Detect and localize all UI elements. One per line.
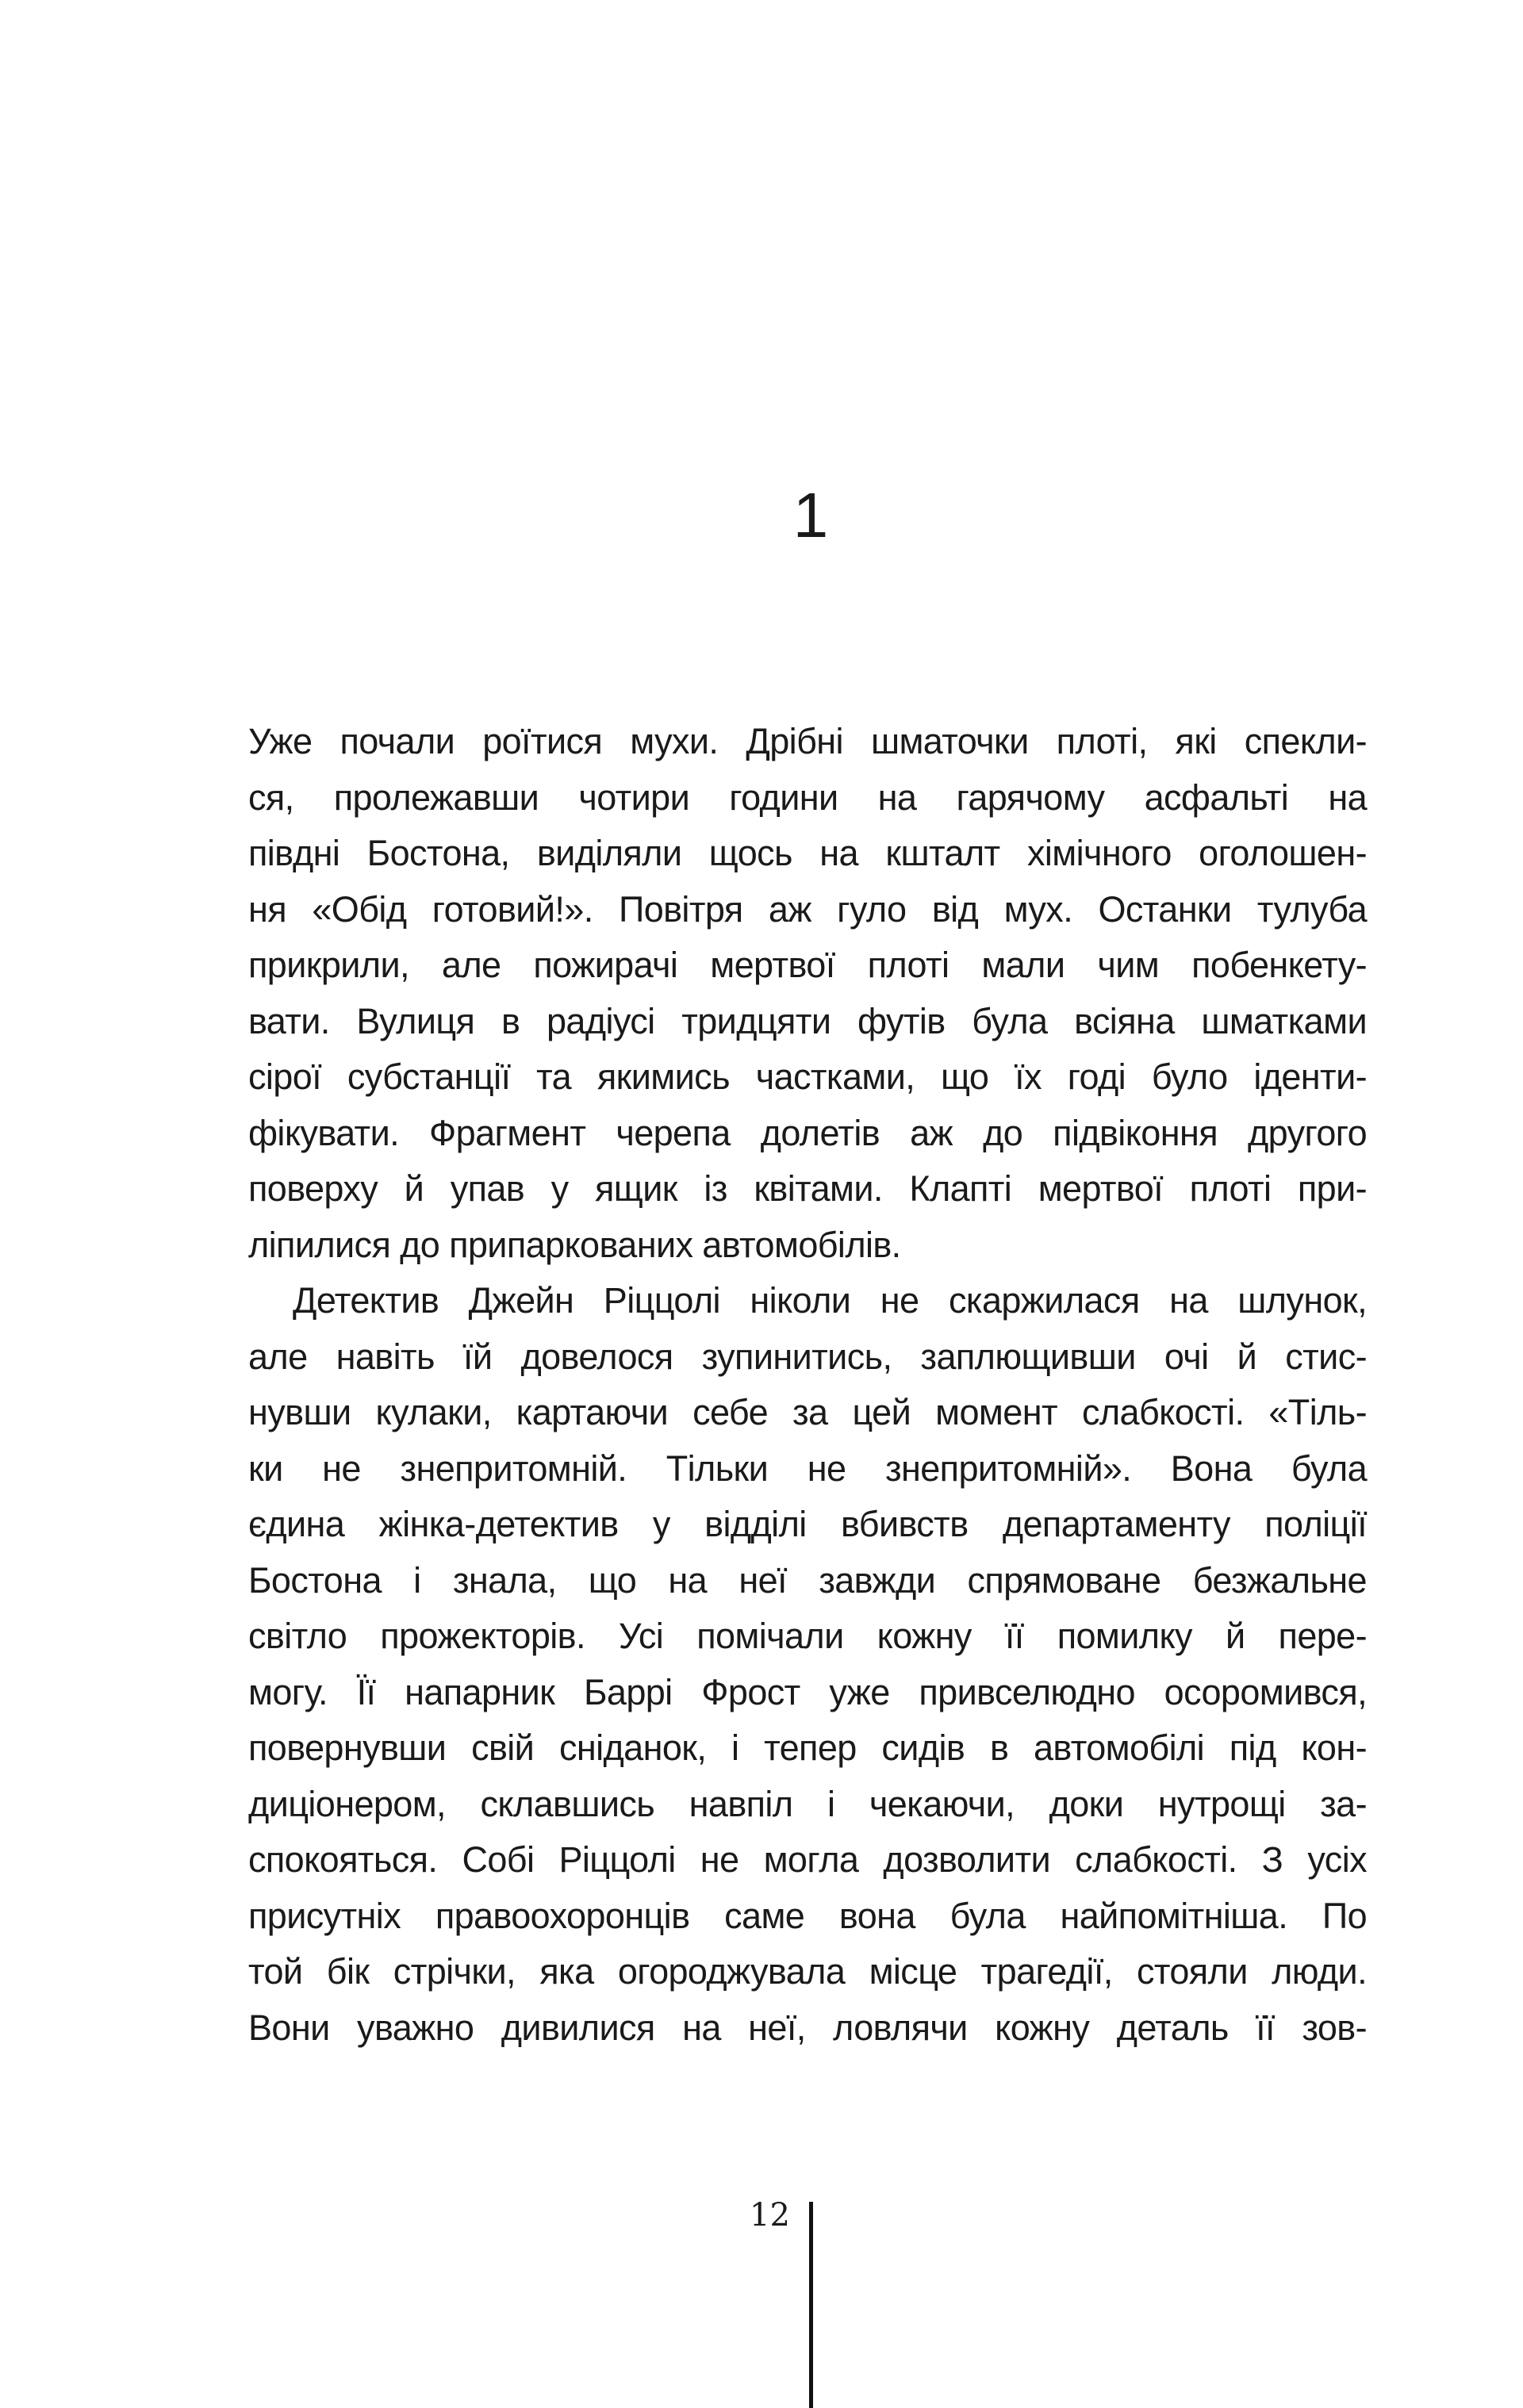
page-number-rule bbox=[809, 2202, 813, 2408]
text-line: ня «Обід готовий!». Повітря аж гуло від мух. Останки тулуба bbox=[248, 888, 1367, 930]
text-line: єдина жінка-детектив у відділі вбивств департаменту поліції bbox=[248, 1504, 1367, 1544]
body-text bbox=[248, 714, 1367, 2056]
text-line: фікувати. Фрагмент черепа долетів аж до підвіконня другого bbox=[248, 1112, 1367, 1153]
text-line: повернувши свій сніданок, і тепер сидів в автомобілі під кон- bbox=[248, 1727, 1367, 1768]
text-line: але навіть їй довелося зупинитись, заплющивши очі й стис- bbox=[248, 1336, 1367, 1377]
text-line: сірої субстанції та якимись частками, що їх годі було іденти- bbox=[248, 1056, 1367, 1097]
text-line: півдні Бостона, виділяли щось на кшталт хімічного оголошен- bbox=[248, 833, 1367, 873]
text-line: ся, пролежавши чотири години на гарячому асфальті на bbox=[248, 776, 1367, 818]
text-line: світло прожекторів. Усі помічали кожну її помилку й пере- bbox=[248, 1616, 1367, 1656]
paragraph bbox=[248, 1273, 1367, 2056]
text-line: Вони уважно дивилися на неї, ловлячи кожну деталь її зов- bbox=[248, 2007, 1367, 2048]
text-line: той бік стрічки, яка огороджувала місце трагедії, стояли люди. bbox=[248, 1951, 1367, 1992]
chapter-number: 1 bbox=[792, 480, 829, 550]
text-line: прикрили, але пожирачі мертвої плоті мали чим побенкету- bbox=[248, 945, 1367, 985]
text-line: вати. Вулиця в радіусі тридцяти футів була всіяна шматками bbox=[248, 1000, 1367, 1041]
text-line: диціонером, склавшись навпіл і чекаючи, доки нутрощі за- bbox=[248, 1783, 1367, 1824]
text-line: нувши кулаки, картаючи себе за цей момент слабкості. «Тіль- bbox=[248, 1392, 1367, 1432]
text-line: ки не знепритомній. Тільки не знепритомній». Вона була bbox=[248, 1447, 1367, 1489]
text-line: Бостона і знала, що на неї завжди спрямоване безжальне bbox=[248, 1559, 1367, 1601]
text-line: Уже почали роїтися мухи. Дрібні шматочки плоті, які спекли- bbox=[248, 721, 1367, 761]
paragraph bbox=[248, 714, 1367, 1273]
text-line: ліпилися до припаркованих автомобілів. bbox=[248, 1224, 901, 1265]
text-line: Детектив Джейн Ріццолі ніколи не скаржилася на шлунок, bbox=[293, 1280, 1367, 1321]
page-number: 12 bbox=[750, 2197, 790, 2234]
text-line: могу. Її напарник Баррі Фрост уже привселюдно осоромився, bbox=[248, 1671, 1367, 1712]
text-line: спокояться. Собі Ріццолі не могла дозволити слабкості. З усіх bbox=[248, 1839, 1367, 1880]
text-line: поверху й упав у ящик із квітами. Клапті мертвої плоті при- bbox=[248, 1168, 1367, 1209]
text-line: присутніх правоохоронців саме вона була найпомітніша. По bbox=[248, 1895, 1367, 1936]
